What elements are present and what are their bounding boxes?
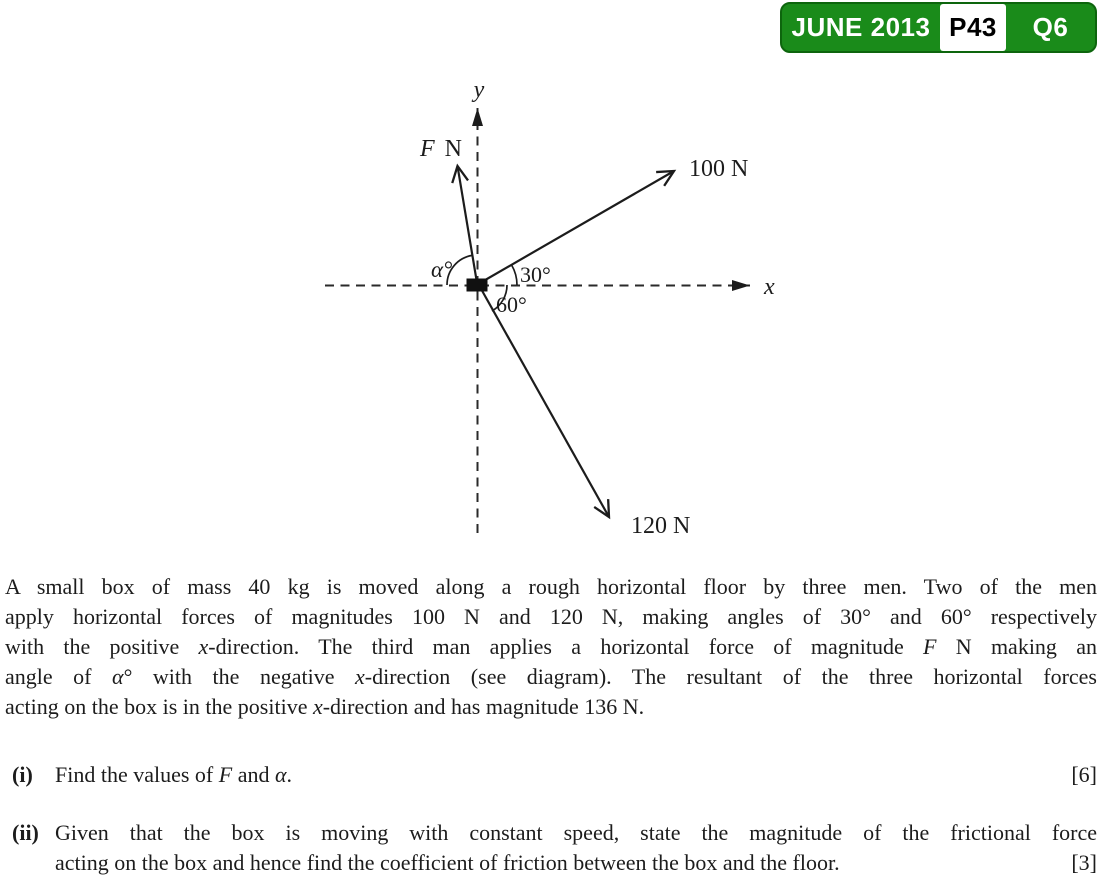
text-run: with the positive bbox=[5, 634, 199, 659]
badge-paper-label: P43 bbox=[940, 4, 1006, 51]
text-line bbox=[55, 818, 1097, 848]
text-run: F bbox=[923, 634, 937, 659]
text-run: α bbox=[274, 762, 287, 787]
force-100-label: 100 N bbox=[689, 156, 749, 182]
force-120-arrow bbox=[480, 287, 609, 517]
text-run: Given that the box is moving with constant speed, state the magnitude of the frictional force bbox=[55, 820, 1097, 845]
text-run: angle of bbox=[5, 664, 113, 689]
question-header-badge bbox=[780, 2, 1097, 53]
part-i-label: (i) bbox=[12, 762, 33, 787]
force-100-arrow bbox=[480, 171, 674, 283]
text-line bbox=[55, 760, 1097, 790]
force-f-symbol: F bbox=[420, 136, 435, 162]
part-ii-text bbox=[55, 818, 1097, 878]
force-f-unit: N bbox=[444, 136, 463, 162]
text-line bbox=[5, 602, 1097, 632]
text-run: -direction and has magnitude 136 N. bbox=[322, 694, 645, 719]
x-axis-label: x bbox=[764, 274, 775, 300]
angle-30-arc bbox=[512, 265, 517, 285]
text-run: . bbox=[286, 762, 293, 787]
force-f-label bbox=[419, 136, 462, 162]
text-line bbox=[5, 572, 1097, 602]
text-run: x bbox=[312, 694, 323, 719]
text-run: F bbox=[218, 762, 233, 787]
part-i bbox=[0, 760, 1100, 790]
part-ii-label: (ii) bbox=[12, 820, 39, 845]
part-ii bbox=[0, 818, 1100, 878]
text-run: and bbox=[232, 762, 275, 787]
badge-session-label: JUNE 2013 bbox=[791, 12, 931, 42]
text-run: x bbox=[198, 634, 209, 659]
text-run: acting on the box is in the positive bbox=[5, 694, 313, 719]
text-run: α bbox=[112, 664, 124, 689]
text-line bbox=[5, 632, 1097, 662]
text-run: x bbox=[355, 664, 365, 689]
text-run: ° with the negative bbox=[123, 664, 355, 689]
text-run: Find the values of bbox=[55, 762, 219, 787]
text-line bbox=[5, 692, 1097, 722]
y-axis-label: y bbox=[473, 77, 485, 103]
angle-30-label: 30° bbox=[520, 262, 551, 287]
text-line bbox=[55, 848, 1097, 878]
text-run: apply horizontal forces of magnitudes 100 N and 120 N, making angles of 30° and 60° respectively bbox=[5, 604, 1097, 629]
problem-statement bbox=[5, 572, 1097, 722]
part-ii-marks: [3] bbox=[1071, 850, 1097, 875]
text-run: -direction. The third man applies a horizontal force of magnitude bbox=[208, 634, 924, 659]
text-run: N making an bbox=[936, 634, 1097, 659]
text-run: -direction (see diagram). The resultant of the three horizontal forces bbox=[364, 664, 1097, 689]
text-run: acting on the box and hence find the coefficient of friction between the box and the floor. bbox=[55, 850, 840, 875]
badge-question-label: Q6 bbox=[1032, 12, 1069, 42]
text-run: A small box of mass 40 kg is moved along a rough horizontal floor by three men. Two of the men bbox=[5, 574, 1097, 599]
angle-alpha-label: α° bbox=[431, 257, 453, 282]
force-f-arrow bbox=[458, 166, 478, 283]
part-i-marks: [6] bbox=[1071, 762, 1097, 787]
text-line bbox=[5, 662, 1097, 692]
part-i-text bbox=[55, 760, 1097, 790]
force-120-label: 120 N bbox=[631, 513, 691, 539]
box-at-origin bbox=[467, 279, 488, 292]
angle-60-label: 60° bbox=[496, 292, 527, 317]
